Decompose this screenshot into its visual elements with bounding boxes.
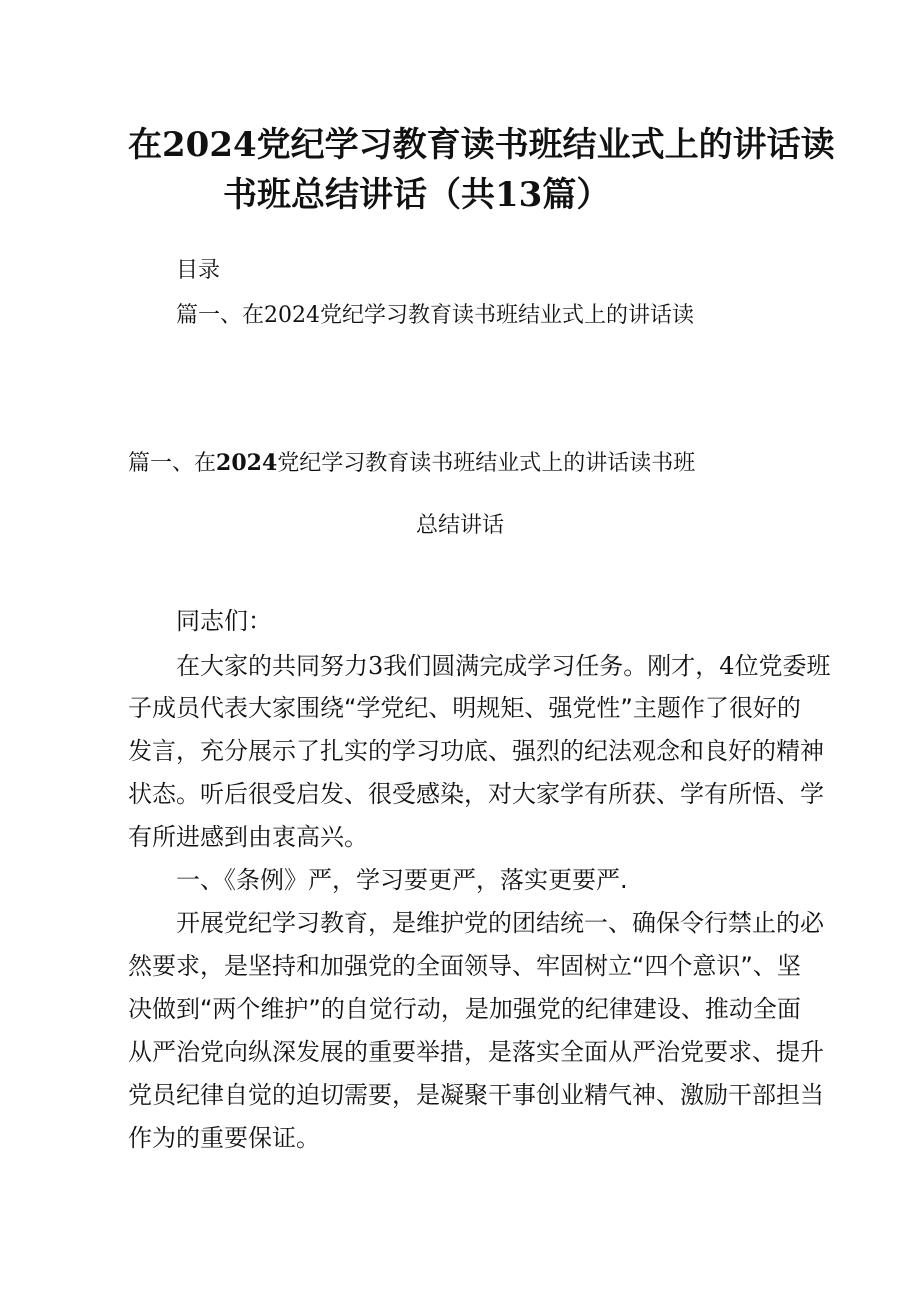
- section-title-text: 党纪学习教育读书班结业式上的讲话读书班: [277, 451, 696, 476]
- title-text: 党纪学习教育读书班结业式上的讲话读: [256, 125, 835, 165]
- paragraph-text: 我们圆满完成学习任务。刚才，: [383, 652, 720, 680]
- toc-heading: 目录: [176, 258, 221, 283]
- title-count: 13: [495, 175, 543, 215]
- paragraph-line: 党员纪律自觉的迫切需要，是凝聚干事创业精气神、激励干部担当: [128, 1081, 824, 1109]
- paragraph-line: 开展党纪学习教育，是维护党的团结统一、确保令行禁止的必: [176, 909, 824, 937]
- toc-item-text: 篇一、在: [176, 303, 265, 328]
- section-title-line-1: [128, 446, 695, 477]
- toc-item-year: 2024: [264, 303, 321, 328]
- document-title-line-1: [128, 125, 835, 165]
- section-title-line-2: 总结讲话: [415, 513, 504, 538]
- paragraph-number: 3: [368, 652, 384, 680]
- paragraph-line: 作为的重要保证。: [128, 1124, 320, 1152]
- paragraph-text: 在大家的共同努力: [176, 652, 368, 680]
- paragraph-line: [176, 654, 831, 678]
- title-year: 2024: [162, 125, 257, 165]
- document-title-line-2: [223, 175, 611, 215]
- paragraph-line: 发言，充分展示了扎实的学习功底、强烈的纪法观念和良好的精神: [128, 737, 824, 765]
- toc-item-text: 党纪学习教育读书班结业式上的讲话读: [320, 303, 695, 328]
- section-title-year: 2024: [216, 450, 278, 476]
- section-title-text: 篇一、在: [128, 451, 217, 476]
- paragraph-line: 然要求，是坚持和加强党的全面领导、牢固树立“四个意识”、坚: [128, 952, 801, 980]
- title-text: 在: [128, 125, 162, 165]
- title-text: 书班总结讲话（共: [223, 175, 495, 215]
- paragraph-line: 状态。听后很受启发、很受感染，对大家学有所获、学有所悟、学: [128, 780, 824, 808]
- toc-item[interactable]: [176, 298, 694, 329]
- paragraph-line: 有所进感到由衷高兴。: [128, 823, 368, 851]
- paragraph-line: 从严治党向纵深发展的重要举措，是落实全面从严治党要求、提升: [128, 1038, 824, 1066]
- title-text: 篇）: [542, 175, 611, 215]
- paragraph-line: 子成员代表大家围绕“学党纪、明规矩、强党性”主题作了很好的: [128, 694, 801, 722]
- paragraph-text: 位党委班: [734, 652, 831, 680]
- paragraph-number: 4: [719, 652, 735, 680]
- section-heading: 一、《条例》严，学习要更严，落实更要严.: [176, 866, 628, 894]
- salutation: 同志们：: [176, 607, 272, 635]
- paragraph-line: 决做到“两个维护”的自觉行动，是加强党的纪律建设、推动全面: [128, 995, 801, 1023]
